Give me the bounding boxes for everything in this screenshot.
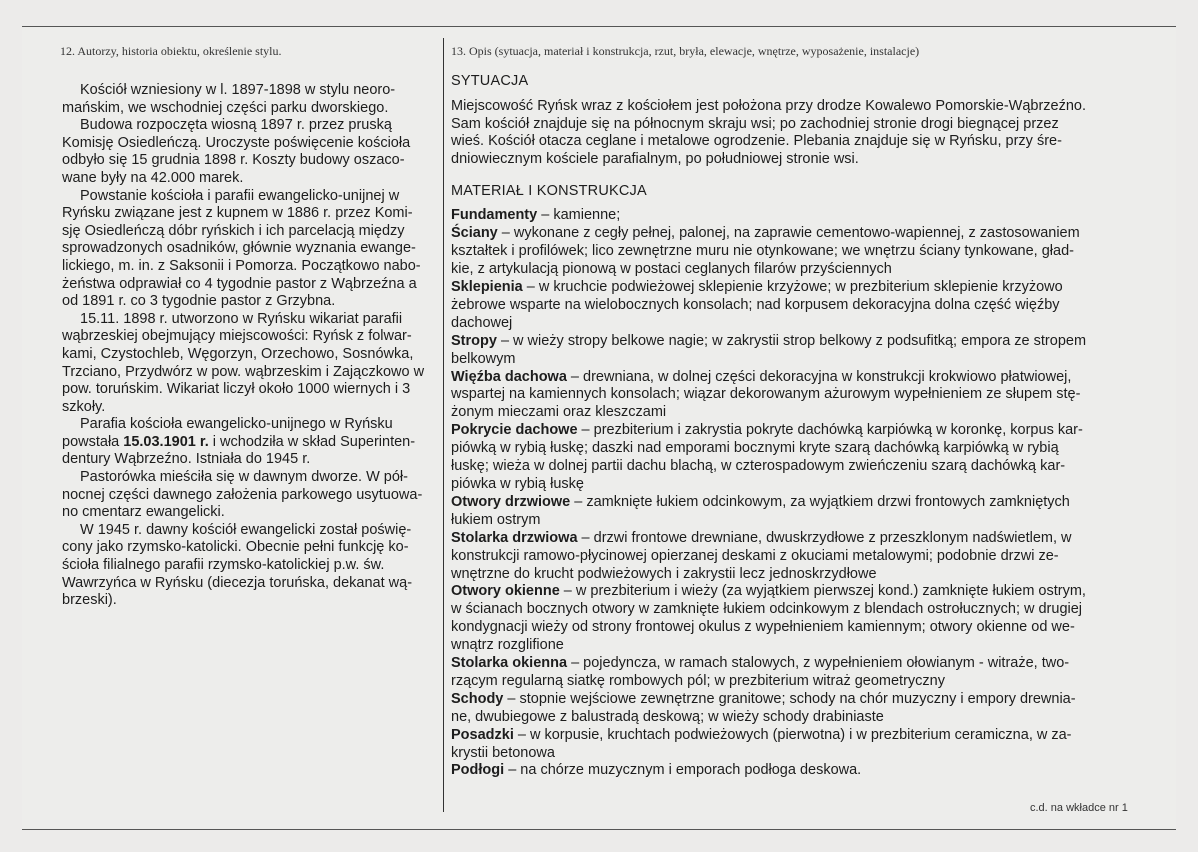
history-paragraph: Kościół wzniesiony w l. 1897-1898 w stylu neoro- mańskim, we wschodniej części parku dworskiego. xyxy=(62,82,396,116)
history-paragraph: Powstanie kościoła i parafii ewangelicko-unijnej w Ryńsku związane jest z kupnem w 1886 r. przez Komi- sję Osiedleńczą dóbr ryńskich i ich parcelacją między sprowadzonych osadników, głównie wyznania ewange- lickiego, m. in. z Saksonii i Pomorza. Początkowo nabo- żeństwa odprawiał co 4 tygodnie pastor z Wąbrzeźna a od 1891 r. co 3 tygodnie pastor z Grzybna. xyxy=(62,187,421,310)
material-term: Posadzki xyxy=(451,726,514,743)
left-column-header: 12. Autorzy, historia obiektu, określenie stylu. xyxy=(60,44,282,58)
material-item xyxy=(451,655,1146,691)
founding-date: 15.03.1901 r. xyxy=(123,433,209,450)
material-list xyxy=(451,207,1146,780)
material-term: Stolarka okienna xyxy=(451,655,568,672)
material-item xyxy=(451,494,1146,530)
material-item xyxy=(451,727,1146,763)
material-term: Otwory drzwiowe xyxy=(451,493,571,510)
material-term: Otwory okienne xyxy=(451,583,560,600)
material-description: – stopnie wejściowe zewnętrzne granitowe; schody na chór muzyczny i empory drewnia- ne, dwubiegowe z balustradą deskową; w wieży schody drabiniaste xyxy=(451,690,1076,725)
history-paragraph: Budowa rozpoczęta wiosną 1897 r. przez pruską Komisję Osiedleńczą. Uroczyste poświęcenie kościoła odbyło się 15 grudnia 1898 r. Koszty budowy oszaco- wane były na 42.000 marek. xyxy=(62,117,411,186)
material-item xyxy=(451,762,1146,780)
material-item xyxy=(451,369,1146,423)
material-description: – prezbiterium i zakrystia pokryte dachówką karpiówką w koronkę, korpus kar- piówką w rybią łuskę; daszki nad emporami bocznymi kryte szarą dachówką karpiówką w rybią łuskę; wieża w dolnej partii dachu blachą, w czterospadowym zwieńczeniu szarą dachówką kar- piówka w rybią łuskę xyxy=(451,422,1083,492)
material-item xyxy=(451,207,1146,225)
situation-text: Miejscowość Ryńsk wraz z kościołem jest położona przy drodze Kowalewo Pomorskie-Wąbrzeźno. Sam kościół znajduje się na północnym skraju wsi; po zachodniej stronie drogi biegnącej przez wieś. Kościół otacza ceglane i metalowe ogrodzenie. Plebania znajduje się w Ryńsku, przy śre- dniowiecznym kościele parafialnym, po południowej stronie wsi. xyxy=(451,98,1087,167)
material-description: – kamienne; xyxy=(537,207,621,224)
material-term: Podłogi xyxy=(451,762,505,779)
material-description: – drzwi frontowe drewniane, dwuskrzydłowe z przeszklonym nadświetlem, w konstrukcji ramowo-płycinowej opierzanej deskami z okuciami metalowymi; podobnie drzwi ze- wnętrzne do krucht podwieżowych i zakrystii lecz jednoskrzydłowe xyxy=(451,529,1072,582)
material-item xyxy=(451,422,1146,494)
history-paragraph: 15.11. 1898 r. utworzono w Ryńsku wikariat parafii wąbrzeskiej obejmujący miejscowości: Ryńsk z folwar- kami, Czystochleb, Węgorzyn, Orzechowo, Sosnówka, Trzciano, Przydwórz w pow. wąbrzeskim i Zajączkowo w pow. toruńskim. Wikariat liczył około 1000 wiernych i 3 szkoły. xyxy=(62,310,425,415)
right-column-header: 13. Opis (sytuacja, materiał i konstrukcja, rzut, bryła, elewacje, wnętrze, wyposażenie, instalacje) xyxy=(451,44,920,58)
material-description: – drewniana, w dolnej części dekoracyjna w konstrukcji krokwiowo płatwiowej, wspartej na kamiennych konsolach; wiązar dekorowanym ażurowym wypełnieniem ze słupem stę- żonym mieczami oraz kleszczami xyxy=(451,368,1081,421)
material-term: Stolarka drzwiowa xyxy=(451,529,578,546)
history-paragraph xyxy=(62,416,440,469)
history-paragraph: Pastorówka mieściła się w dawnym dworze. W pół- nocnej części dawnego założenia parkowego usytuowa- no cmentarz ewangelicki. xyxy=(62,469,423,521)
material-description: – wykonane z cegły pełnej, palonej, na zaprawie cementowo-wapiennej, z zastosowaniem kształtek i profilówek; lico zewnętrzne muru nie otynkowane; we wnętrzu ściany tynkowane, gład- kie, z artykulacją pionową w postaci ceglanych filarów przyściennych xyxy=(451,225,1080,278)
paragraph-text: Parafia kościoła ewangelicko-unijnego w Ryńsku powstała xyxy=(62,416,393,450)
material-heading: MATERIAŁ I KONSTRUKCJA xyxy=(451,183,647,200)
material-item xyxy=(451,333,1146,369)
material-item xyxy=(451,530,1146,584)
material-term: Sklepienia xyxy=(451,279,523,295)
material-term: Ściany xyxy=(451,225,498,242)
material-description: – na chórze muzycznym i emporach podłoga deskowa. xyxy=(504,762,862,779)
material-term: Więźba dachowa xyxy=(451,368,567,385)
material-description: – pojedyncza, w ramach stalowych, z wypełnieniem ołowianym - witraże, two- rzącym regularną siatkę rombowych pól; w prezbiterium witraż geometryczny xyxy=(451,655,1070,689)
left-column xyxy=(62,44,440,610)
material-item xyxy=(451,225,1146,279)
material-item xyxy=(451,279,1146,333)
history-paragraph: W 1945 r. dawny kościół ewangelicki został poświę- cony jako rzymsko-katolicki. Obecnie pełni funkcję ko- ścioła filialnego parafii rzymsko-katolickiej p.w. św. Wawrzyńca w Ryńsku (diecezja toruńska, dekanat wą- brzeski). xyxy=(62,521,413,609)
material-term: Schody xyxy=(451,690,504,707)
material-description: – w kruchcie podwieżowej sklepienie krzyżowe; w prezbiterium sklepienie krzyżowo żebrowe wsparte na wielobocznych konsolach; nad korpusem dekoracyjna dolna część więźby dachowej xyxy=(451,279,1063,331)
column-divider xyxy=(443,38,444,812)
right-column xyxy=(451,44,1146,780)
material-description: – w wieży stropy belkowe nagie; w zakrystii strop belkowy z podsufitką; empora ze stropem belkowym xyxy=(451,332,1087,367)
paragraph-text: i wchodziła w skład Superinten- dentury Wąbrzeźno. Istniała do 1945 r. xyxy=(62,433,416,468)
continuation-note: c.d. na wkładce nr 1 xyxy=(1030,802,1128,814)
material-description: – w korpusie, kruchtach podwieżowych (pierwotna) i w prezbiterium ceramiczna, w za- krystii betonowa xyxy=(451,726,1072,761)
material-term: Fundamenty xyxy=(451,207,538,224)
material-description: – zamknięte łukiem odcinkowym, za wyjątkiem drzwi frontowych zamkniętych łukiem ostrym xyxy=(451,493,1070,528)
material-term: Stropy xyxy=(451,332,497,349)
material-item xyxy=(451,691,1146,727)
situation-heading: SYTUACJA xyxy=(451,73,529,89)
material-description: – w prezbiterium i wieży (za wyjątkiem pierwszej kond.) zamknięte łukiem ostrym, w ścianach bocznych otwory w zamknięte łukiem odcinkowym z blendach ostrołucznych; w drugiej kondygnacji wieży od strony frontowej okulus z wypełnieniem kamiennym; otwory okienne od we- wnątrz rozglifione xyxy=(451,583,1086,654)
material-term: Pokrycie dachowe xyxy=(451,422,578,439)
material-item xyxy=(451,583,1146,655)
history-text xyxy=(62,82,440,610)
